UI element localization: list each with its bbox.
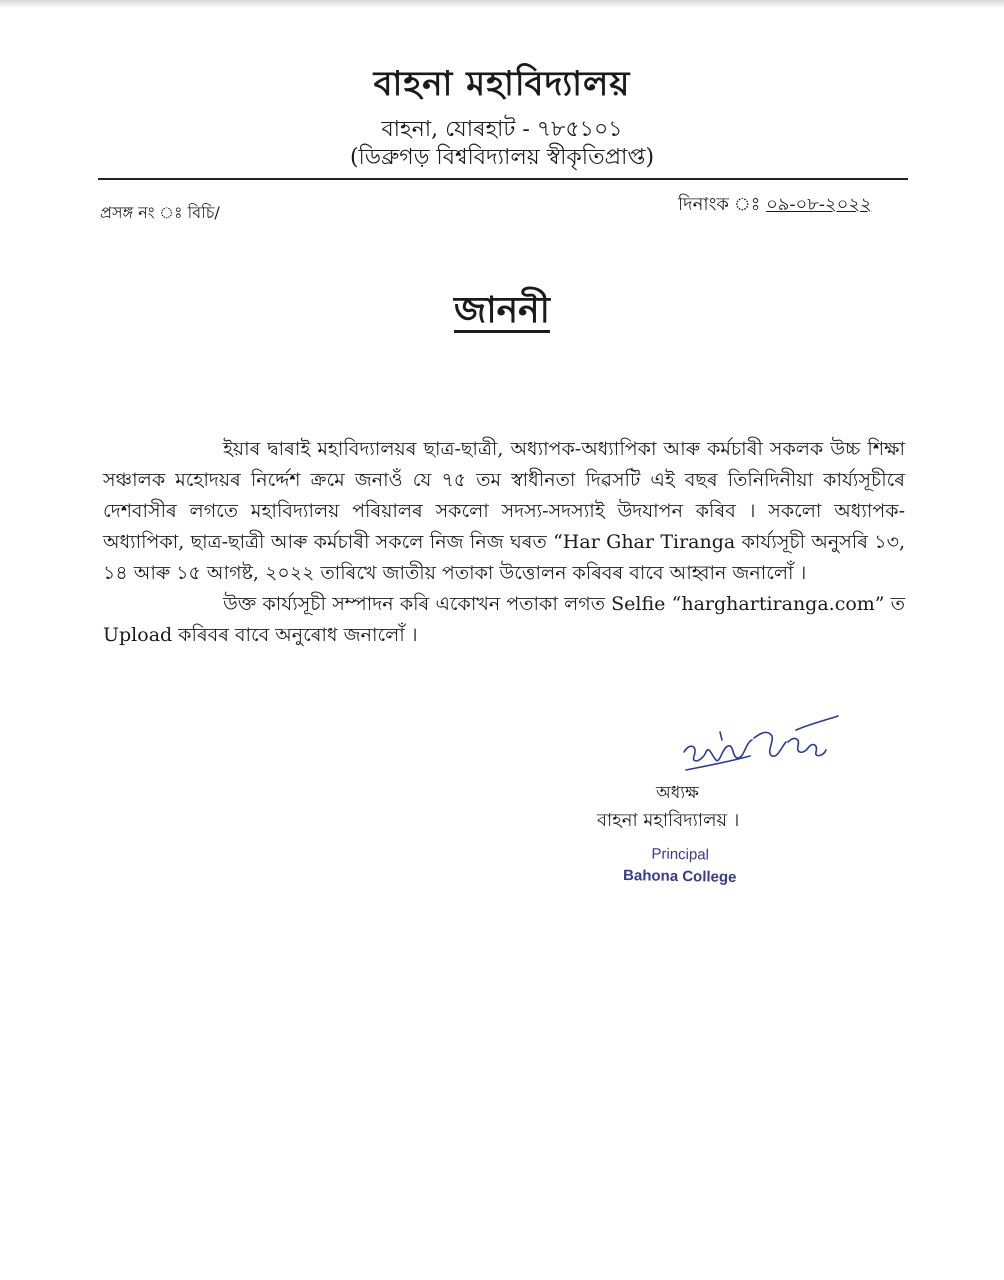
stamp-title: Principal [651, 845, 710, 864]
principal-stamp [600, 843, 761, 890]
letterhead-address: বাহনা, যোৰহাট - ৭৮৫১০১ [381, 117, 623, 142]
date-line [678, 190, 872, 221]
notice-title [0, 283, 1004, 343]
signatory-designation: অধ্যক্ষ [656, 783, 699, 803]
date-value: ০৯-০৮-২০২২ [766, 194, 872, 215]
stamp-college: Bahona College [622, 867, 737, 886]
handwritten-signature [676, 712, 846, 792]
reference-number: প্ৰসঙ্গ নং ঃ বিচি/ [100, 203, 220, 222]
notice-paragraph-1: ইয়াৰ দ্বাৰাই মহাবিদ্যালয়ৰ ছাত্ৰ-ছাত্ৰী, অধ্যাপক-অধ্যাপিকা আৰু কৰ্মচাৰী সকলক উচ্চ শিক্ষা সঞ্চালক মহোদয়ৰ নিৰ্দ্দেশ ক্ৰমে জনাওঁ যে ৭৫ তম স্বাধীনতা দিৱসটি এই বছৰ তিনিদিনীয়া কাৰ্য্যসূচীৰে দেশবাসীৰ লগতে মহাবিদ্যালয় পৰিয়ালৰ সকলো সদস্য-সদস্যাই উদযাপন কৰিব । সকলো অধ্যাপক-অধ্যাপিকা, ছাত্ৰ-ছাত্ৰী আৰু কৰ্মচাৰী সকলে নিজ নিজ ঘৰত “Har Ghar Tiranga কাৰ্য্যসূচী অনুসৰি ১৩, ১৪ আৰু ১৫ আগষ্ট, ২০২২ তাৰিখে জাতীয় পতাকা উত্তোলন কৰিবৰ বাবে আহ্বান জনালোঁ । [103, 438, 905, 584]
scan-edge-shadow [0, 0, 1004, 8]
notice-paragraph-2: উক্ত কাৰ্য্যসূচী সম্পাদন কৰি একোখন পতাকা লগত Selfie “harghartiranga.com” ত Upload কৰিবৰ বাবে অনুৰোধ জনালোঁ । [103, 593, 905, 646]
letterhead-college-name: বাহনা মহাবিদ্যালয় [373, 64, 631, 104]
signatory-college: বাহনা মহাবিদ্যালয় । [597, 810, 740, 831]
notice-body [103, 434, 905, 651]
date-label: দিনাংক ঃ [678, 194, 767, 215]
notice-title-text: জাননী [454, 289, 550, 331]
letterhead-divider [98, 178, 908, 180]
letterhead-affiliation: (ডিব্ৰুগড় বিশ্ববিদ্যালয় স্বীকৃতিপ্ৰাপ্ত) [349, 145, 655, 170]
